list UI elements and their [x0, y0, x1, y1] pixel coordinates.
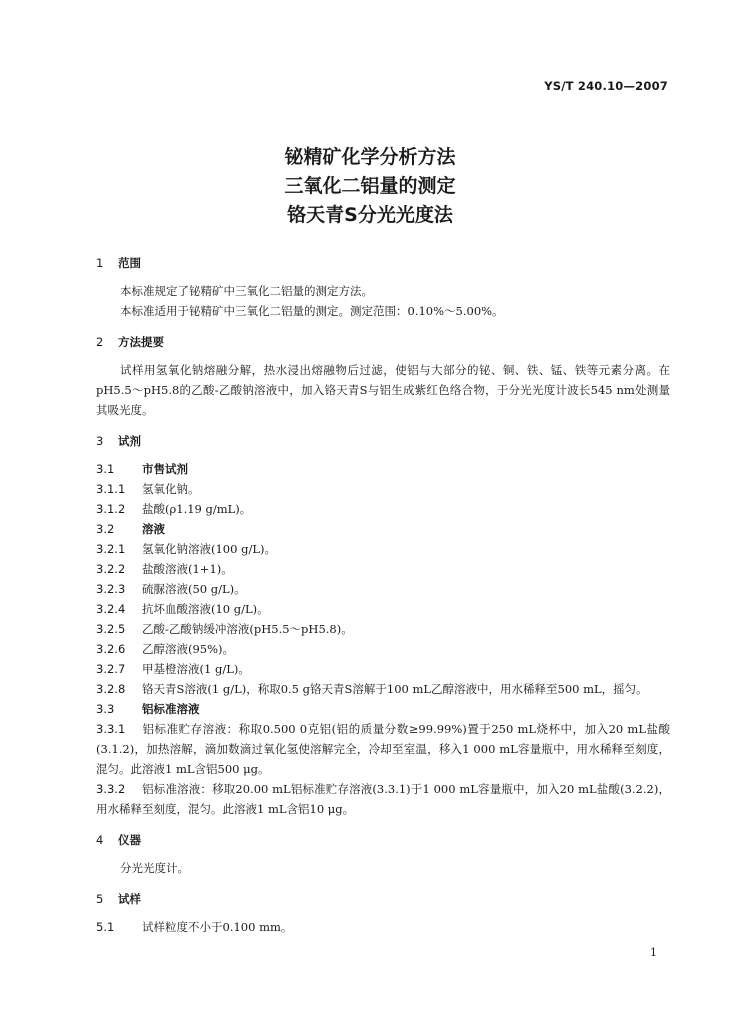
paragraph: 本标准适用于铋精矿中三氧化二铝量的测定。测定范围：0.10%～5.00%。 [120, 304, 504, 318]
list-item: 3.2.3 硫脲溶液(50 g/L)。 [96, 582, 246, 596]
paragraph: 试样用氢氧化钠熔融分解，热水浸出熔融物后过滤，使铝与大部分的铋、铜、铁、锰、铁等元素分离。在pH5.5～pH5.8的乙酸-乙酸钠溶液中，加入铬天青S与铝生成紫红色络合物，于分光光度计波长545 nm处测量其吸光度。 [96, 363, 670, 417]
list-item: 3.3.1 铝标准贮存溶液：称取0.500 0克铝(铝的质量分数≥99.99%)置于250 mL烧杯中，加入20 mL盐酸(3.1.2)，加热溶解，滴加数滴过氧化氢使溶解完全，冷却至室温，移入1 000 mL容量瓶中，用水稀释至刻度，混匀。此溶液1 mL含铝500 μg。 [96, 722, 670, 776]
standard-number: YS/T 240.10—2007 [544, 79, 668, 93]
list-item: 3.2.4 抗坏血酸溶液(10 g/L)。 [96, 602, 269, 616]
list-item: 3.2.8 铬天青S溶液(1 g/L)，称取0.5 g铬天青S溶解于100 mL乙醇溶液中，用水稀释至500 mL，摇匀。 [96, 682, 648, 696]
page-number: 1 [650, 946, 657, 959]
section-heading-scope: 1 范围 [96, 256, 141, 270]
title-line-3: 铬天青S分光光度法 [287, 204, 453, 226]
section-heading-apparatus: 4 仪器 [96, 833, 141, 847]
section-heading-reagents: 3 试剂 [96, 434, 141, 448]
document-body [96, 253, 670, 937]
list-item: 3.1.2 盐酸(ρ1.19 g/mL)。 [96, 502, 252, 516]
list-item: 3.1.1 氢氧化钠。 [96, 482, 200, 496]
section-heading-sample: 5 试样 [96, 892, 141, 906]
list-item: 3.2 溶液 [96, 522, 165, 536]
list-item: 3.3.2 铝标准溶液：移取20.00 mL铝标准贮存溶液(3.3.1)于1 000 mL容量瓶中，加入20 mL盐酸(3.2.2)，用水稀释至刻度，混匀。此溶液1 mL含铝10 μg。 [96, 782, 670, 816]
title-line-1: 铋精矿化学分析方法 [284, 146, 456, 168]
list-item: 3.2.1 氢氧化钠溶液(100 g/L)。 [96, 542, 276, 556]
list-item: 3.2.5 乙酸-乙酸钠缓冲溶液(pH5.5～pH5.8)。 [96, 622, 353, 636]
document-title [0, 143, 740, 230]
section-heading-principle: 2 方法提要 [96, 335, 164, 349]
title-line-2: 三氧化二铝量的测定 [284, 175, 456, 197]
list-item: 3.1 市售试剂 [96, 462, 188, 476]
list-item: 3.2.2 盐酸溶液(1+1)。 [96, 562, 233, 576]
paragraph: 分光光度计。 [120, 861, 189, 875]
list-item: 3.3 铝标准溶液 [96, 702, 200, 716]
list-item: 3.2.7 甲基橙溶液(1 g/L)。 [96, 662, 250, 676]
paragraph: 本标准规定了铋精矿中三氧化二铝量的测定方法。 [120, 284, 373, 298]
list-item: 3.2.6 乙醇溶液(95%)。 [96, 642, 235, 656]
list-item: 5.1 试样粒度不小于0.100 mm。 [96, 920, 293, 934]
